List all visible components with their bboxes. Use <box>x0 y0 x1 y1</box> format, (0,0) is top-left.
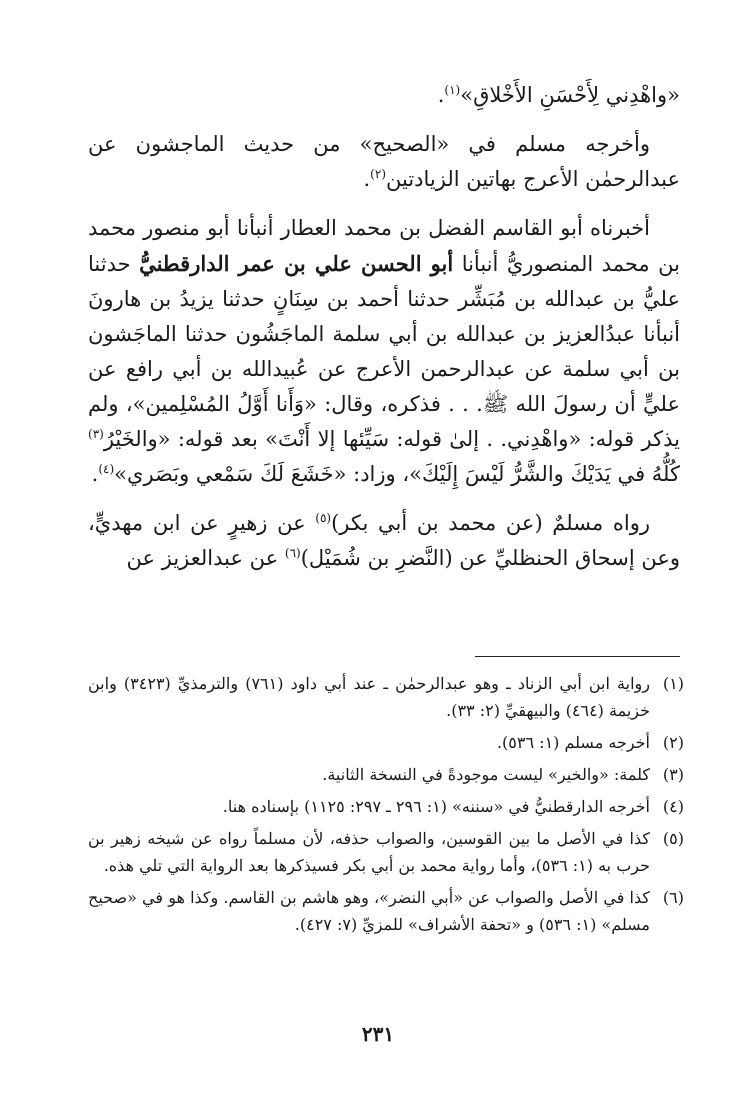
footnote-number: (٦) <box>662 888 684 907</box>
paragraph-2-end: . <box>363 167 371 191</box>
footnote-ref-5: (٥) <box>315 511 332 525</box>
footnote-ref-6: (٦) <box>284 546 301 560</box>
footnote-text: أخرجه الدارقطنيُّ في «سننه» (١: ٢٩٦ ـ ٢٩٧: ١١٢٥) بإسناده هنا. <box>222 797 650 816</box>
main-text <box>88 78 680 590</box>
footnote-ref-4: (٤) <box>98 462 115 476</box>
footnote-ref-3: (٣) <box>88 427 104 441</box>
footnote-text: كلمة: «والخير» ليست موجودةً في النسخة الثانية. <box>322 765 650 784</box>
footnote-number: (٢) <box>662 733 684 752</box>
footnote-item <box>88 670 684 724</box>
paragraph-4-text-a: رواه مسلمٌ (عن محمد بن أبي بكر) <box>331 511 650 535</box>
footnote-ref-1: (١) <box>444 83 461 97</box>
footnote-item <box>88 825 684 879</box>
paragraph-4 <box>88 506 680 576</box>
footnotes <box>88 670 684 943</box>
isnad-text-body: حدثنا عليُّ بن عبدالله بن مُبَشِّر حدثنا أحمد بن سِنَانٍ حدثنا يزيدُ بن هارونَ أنبأنا عبدُالعزيز بن عبدالله بن أبي سلمة الماجَشُون حدثنا الماجَشون بن أبي سلمة عن عبدالرحمن الأعرج عن عُبيدالله بن أبي رافع عن عليٍّ أن رسولَ الله ﷺ. . . فذكره، وقال: «وَأَنا أَوَّلُ المُسْلِمين»، ولم يذكر قوله: «واهْدِني. . إلىٰ قوله: سَيِّئها إلا أَنْتَ» بعد قوله: «والخَيْرُ <box>88 252 680 451</box>
footnote-text: كذا في الأصل ما بين القوسين، والصواب حذفه، لأن مسلماً رواه عن شيخه زهير بن حرب به (١: ٥٣٦)، وأما رواية محمد بن أبي بكر فسيذكرها بعد الرواية التي تلي هذه. <box>88 829 650 875</box>
paragraph-2-text: وأخرجه مسلم في «الصحيح» من حديث الماجشون عن عبدالرحمٰن الأعرج بهاتين الزيادتين <box>88 132 680 191</box>
footnote-text: أخرجه مسلم (١: ٥٣٦). <box>496 733 650 752</box>
paragraph-3-end: . <box>91 462 99 486</box>
footnote-ref-2: (٢) <box>370 167 386 181</box>
footnote-text: كذا في الأصل والصواب عن «أبي النضر»، وهو هاشم بن القاسم. وكذا هو في «صحيح مسلم» (١: ٥٣٦) و «تحفة الأشراف» للمزيِّ (٧: ٤٢٧). <box>88 888 650 934</box>
paragraph-4-text-b: عن زهيرٍ عن ابن مهديٍّ، وعن إسحاق الحنظليِّ عن (النَّضرِ بن شُمَيْل) <box>88 511 680 570</box>
footnote-item <box>88 884 684 938</box>
footnote-number: (٣) <box>662 765 684 784</box>
footnote-number: (٥) <box>662 829 684 848</box>
footnote-divider <box>475 656 680 657</box>
paragraph-1-end: . <box>437 83 445 107</box>
footnote-number: (٤) <box>662 797 684 816</box>
highlighted-narrator: أبو الحسن علي بن عمر الدارقطنيُّ <box>139 251 454 276</box>
footnote-item <box>88 761 684 788</box>
page-number: ٢٣١ <box>361 1022 395 1046</box>
footnote-text: رواية ابن أبي الزناد ـ وهو عبدالرحمٰن ـ عند أبي داود (٧٦١) والترمذيِّ (٣٤٢٣) وابن خزيمة (٤٦٤) والبيهقيِّ (٢: ٣٣). <box>88 674 650 720</box>
paragraph-1-text: «واهْدِني لِأَحْسَنِ الأَخْلاقِ» <box>460 83 680 107</box>
paragraph-2 <box>88 127 680 197</box>
footnote-item <box>88 793 684 820</box>
paragraph-4-text-c: عن عبدالعزيز عن <box>126 546 279 570</box>
isnad-text-start: أخبرناه أبو القاسم الفضل بن محمد العطار أنبأنا أبو منصور محمد بن محمد المنصوريُّ أنبأنا <box>88 216 680 276</box>
footnote-item <box>88 729 684 756</box>
paragraph-1 <box>88 78 680 113</box>
paragraph-3 <box>88 211 680 492</box>
footnote-number: (١) <box>662 674 684 693</box>
isnad-text-end: كُلُّهُ في يَدَيْكَ والشَّرُّ لَيْسَ إِلَيْكَ»، وزاد: «خَشَعَ لَكَ سَمْعي وبَصَري» <box>114 462 680 486</box>
